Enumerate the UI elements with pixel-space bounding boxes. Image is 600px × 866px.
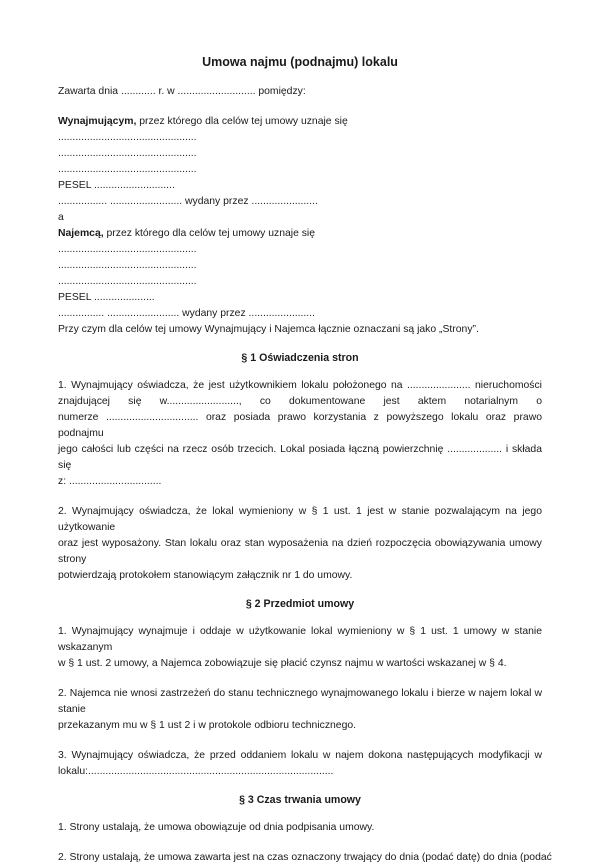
section-2-paragraph-1: [58, 624, 542, 672]
s2-p1-line-2: w § 1 ust. 2 umowy, a Najemca zobowiązuje się płacić czynsz najmu w wartości wskazanej w § 4.: [58, 658, 507, 669]
s1-p1-line-4: jego całości lub części na rzecz osób trzecich. Lokal posiada łączną powierzchnię ................... i składa się: [58, 444, 542, 471]
s2-p2-line-1: 2. Najemca nie wnosi zastrzeżeń do stanu technicznego wynajmowanego lokalu i bierze w najem lokal w stanie: [58, 688, 542, 715]
landlord-heading-rest: przez którego dla celów tej umowy uznaje się: [136, 116, 348, 127]
s1-p1-line-2: znajdującej się w........................., co dokumentowane jest aktem notarialnym o: [58, 396, 542, 407]
tenant-pesel: PESEL .....................: [58, 292, 155, 303]
intro-line: Zawarta dnia ............ r. w ........................... pomiędzy:: [58, 86, 306, 97]
s2-p3-line-1: 3. Wynajmujący oświadcza, że przed oddaniem lokalu w najem dokona następujących modyfikacji w: [58, 750, 542, 761]
tenant-line-1: ................................................: [58, 244, 197, 255]
document-title: Umowa najmu (podnajmu) lokalu: [202, 55, 398, 69]
s1-p1-line-3: numerze ................................ oraz posiada prawo korzystania z powyższego lokalu oraz prawo podnajmu: [58, 412, 542, 439]
landlord-pesel: PESEL ............................: [58, 180, 175, 191]
s1-p2-line-2: oraz jest wyposażony. Stan lokalu oraz stan wyposażenia na dzień rozpoczęcia obowiązywania umowy strony: [58, 538, 542, 565]
document-page: [58, 48, 552, 866]
conjunction: a: [58, 212, 64, 223]
tenant-label: Najemcą,: [58, 228, 104, 239]
section-3-paragraph-2: 2. Strony ustalają, że umowa zawarta jest na czas oznaczony trwający do dnia (podać datę) do dnia (podać: [58, 852, 552, 863]
tenant-line-3: ................................................: [58, 276, 197, 287]
section-2-paragraph-3: [58, 748, 542, 780]
landlord-label: Wynajmującym,: [58, 116, 137, 127]
section-3-heading: § 3 Czas trwania umowy: [239, 794, 361, 806]
tenant-line-2: ................................................: [58, 260, 197, 271]
landlord-heading: [58, 114, 542, 130]
s1-p2-line-1: 2. Wynajmujący oświadcza, że lokal wymieniony w § 1 ust. 1 jest w stanie pozwalającym na jego użytkowanie: [58, 506, 542, 533]
tenant-heading-rest: przez którego dla celów tej umowy uznaje się: [103, 228, 316, 239]
section-2-heading: § 2 Przedmiot umowy: [245, 598, 355, 610]
landlord-line-2: ................................................: [58, 148, 197, 159]
section-1-paragraph-2: [58, 504, 542, 584]
s2-p1-line-1: 1. Wynajmujący wynajmuje i oddaje w użytkowanie lokal wymieniony w § 1 ust. 1 umowy w stanie wskazanym: [58, 626, 542, 653]
tenant-heading: [58, 226, 542, 242]
landlord-line-3: ................................................: [58, 164, 197, 175]
s1-p2-line-3: potwierdzają protokołem stanowiącym załącznik nr 1 do umowy.: [58, 570, 353, 581]
s1-p1-line-5: z: ................................: [58, 476, 162, 487]
section-1-heading: § 1 Oświadczenia stron: [241, 352, 359, 364]
s2-p2-line-2: przekazanym mu w § 1 ust 2 i w protokole odbioru technicznego.: [58, 720, 357, 731]
s1-p1-line-1: 1. Wynajmujący oświadcza, że jest użytkownikiem lokalu położonego na ...................... nieruchomości: [58, 380, 542, 391]
section-2-paragraph-2: [58, 686, 542, 734]
landlord-line-1: ................................................: [58, 132, 197, 143]
parties-note: Przy czym dla celów tej umowy Wynajmujący i Najemca łącznie oznaczani są jako „Strony”.: [58, 324, 479, 335]
s2-p3-line-2: lokalu:.....................................................................................: [58, 766, 334, 777]
section-3-paragraph-1: 1. Strony ustalają, że umowa obowiązuje od dnia podpisania umowy.: [58, 822, 375, 833]
tenant-id: ................ ......................... wydany przez .......................: [58, 308, 315, 319]
landlord-id: ................. ......................... wydany przez .......................: [58, 196, 318, 207]
section-1-paragraph-1: [58, 378, 542, 490]
